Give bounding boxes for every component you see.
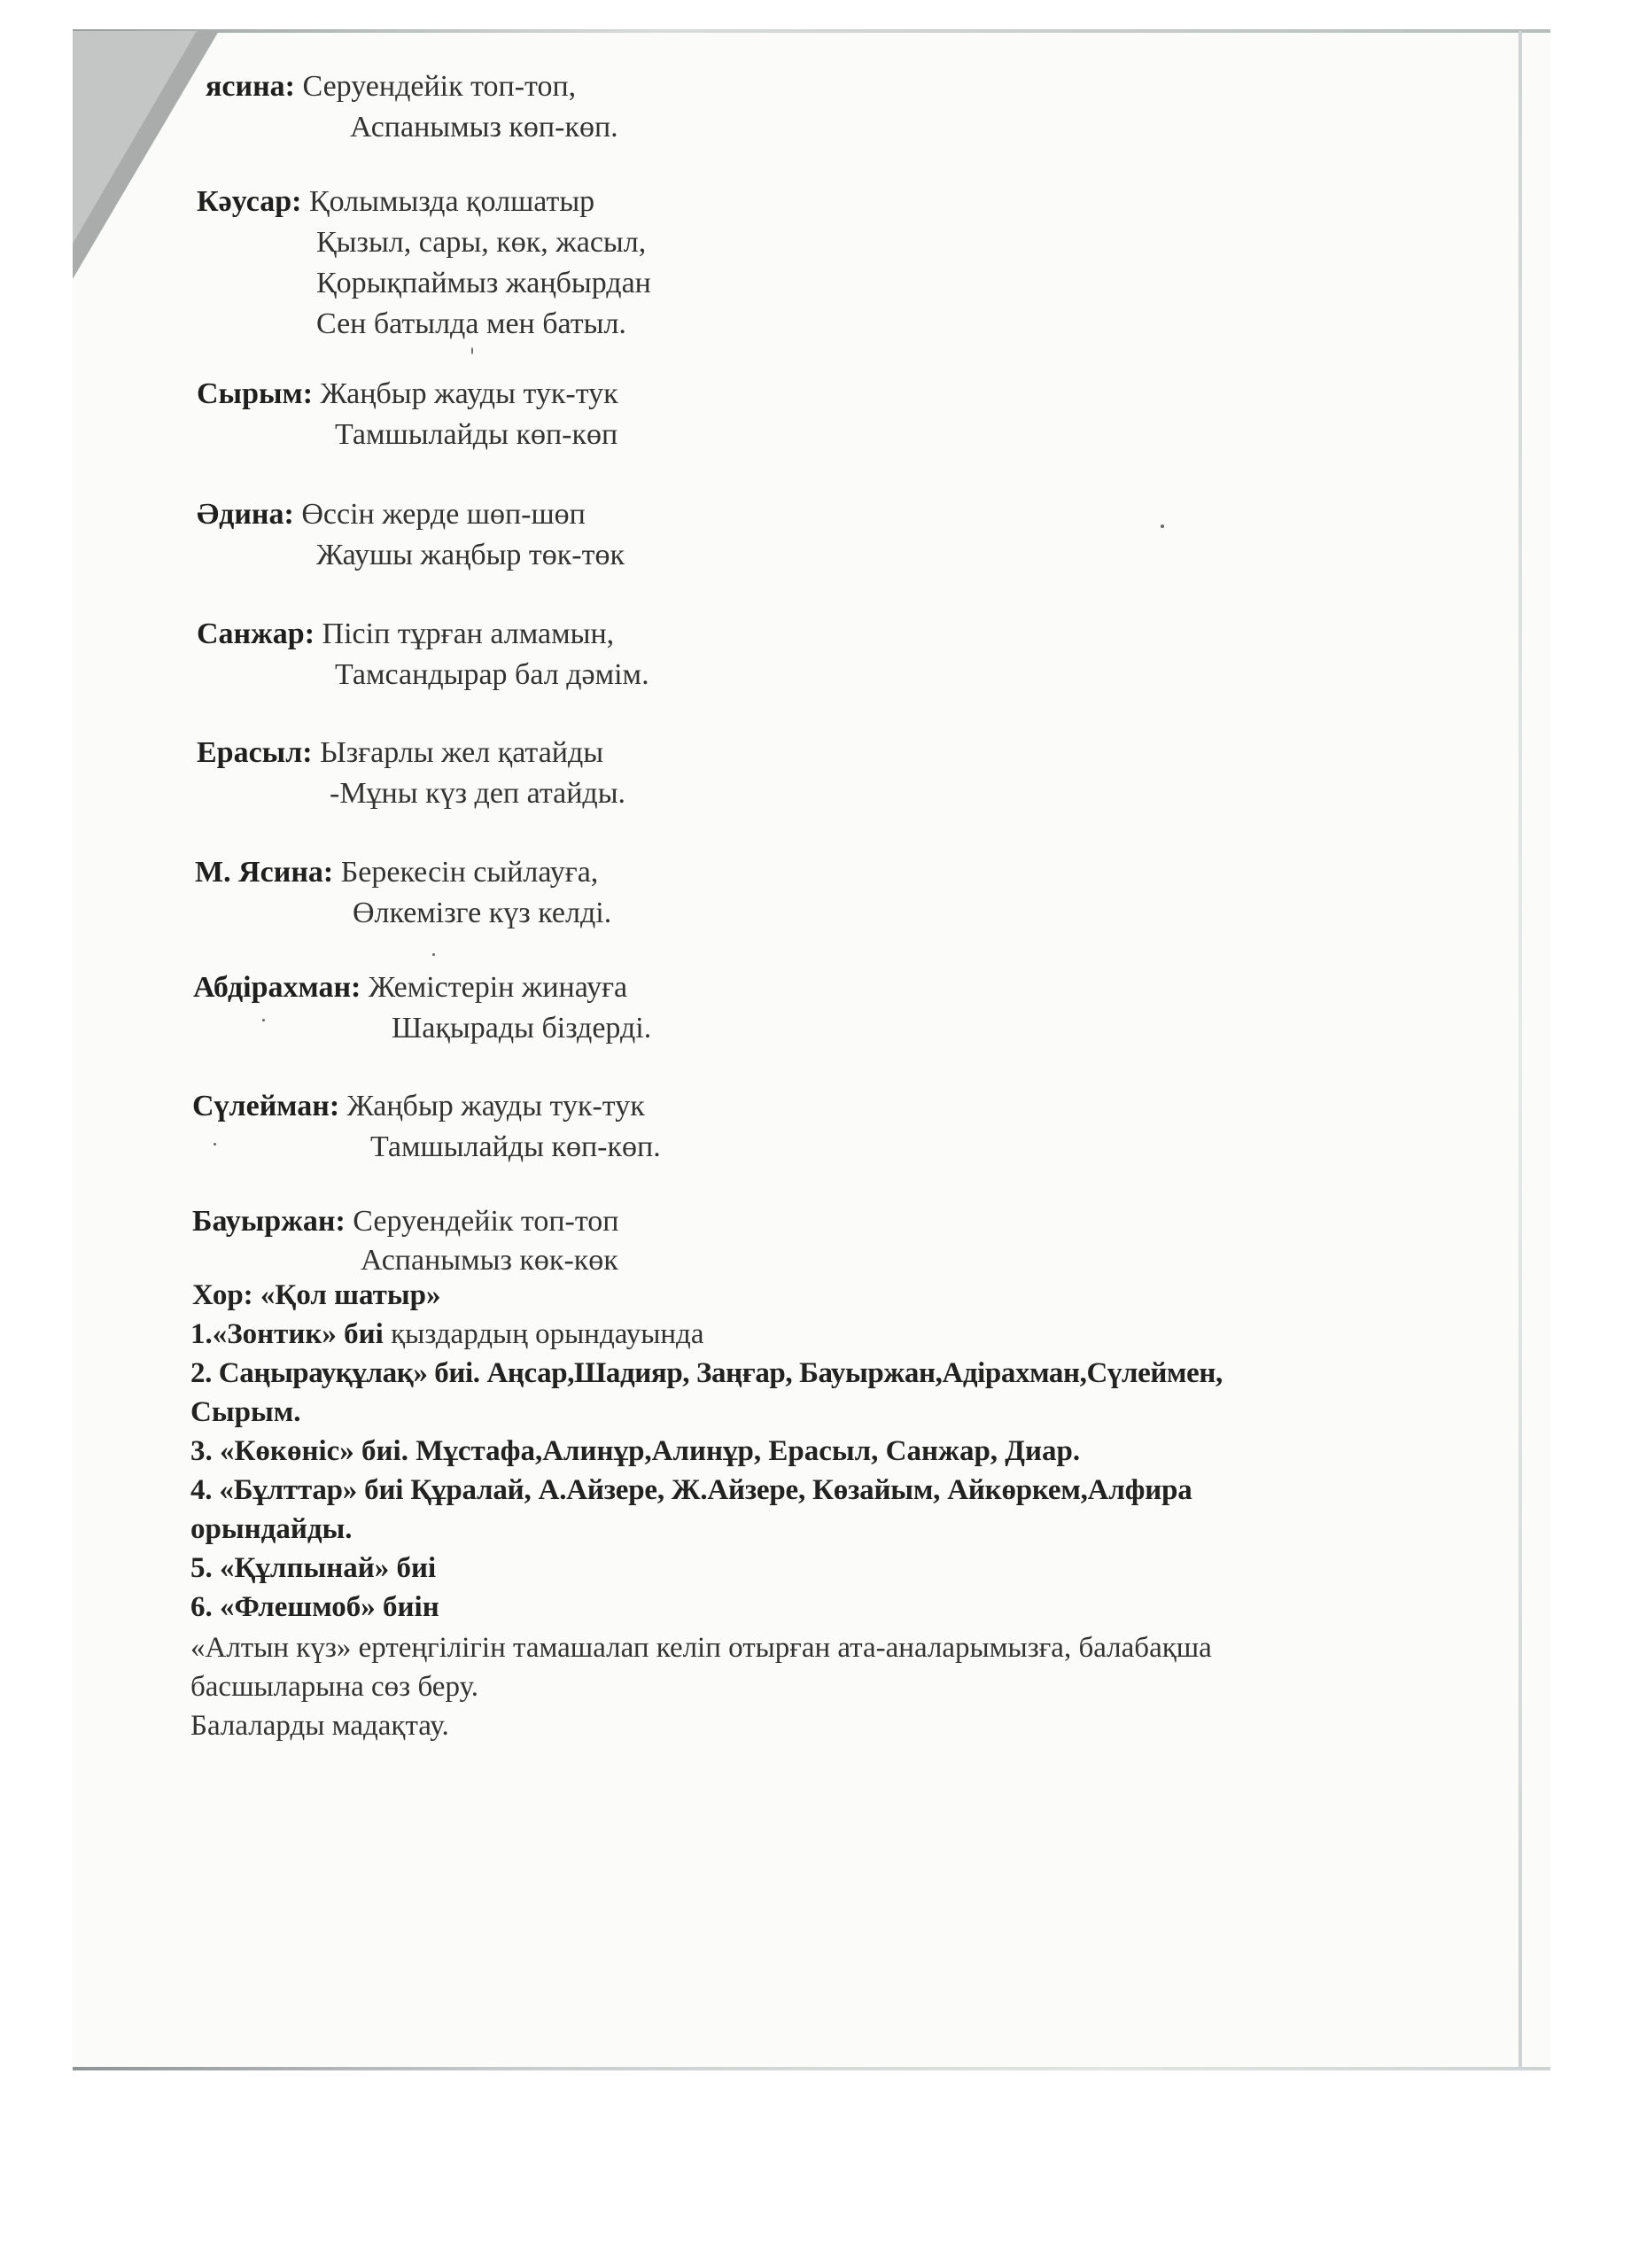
program-item-4-continued: орындайды. [190,1513,353,1545]
speaker-name: Сүлейман: [192,1090,340,1122]
choir-heading: Хор: «Қол шатыр» [192,1279,441,1311]
program-item-5: 5. «Құлпынай» биі [190,1552,437,1584]
page-edge-bottom [73,2067,1550,2070]
program-item-6: 6. «Флешмоб» биін [190,1591,439,1623]
verse-line-block [370,1127,661,1168]
scanned-page [73,31,1550,2069]
program-item-1-text: қыздардың орындауында [383,1318,704,1350]
speaker-name: Бауыржан: [192,1205,346,1238]
scan-speck [1161,524,1164,528]
verse-block [192,1201,618,1242]
verse-block [197,182,594,222]
program-item-2: 2. Саңырауқұлақ» биі. Аңсар,Шадияр, Заңғар, Бауыржан,Адірахман,Сүлеймен, [190,1357,1223,1389]
verse-line: Серуендейік топ-топ, [302,70,577,103]
speaker-name: Санжар: [197,617,315,650]
verse-line: Қолымызда қолшатыр [308,185,595,218]
program-item-3: 3. «Көкөніс» биі. Мұстафа,Алинұр,Алинұр, Ерасыл, Санжар, Диар. [190,1435,1081,1467]
verse-line-block [335,655,649,695]
verse-line: Шақырады біздерді. [392,1012,652,1045]
closing-text-line-1: «Алтын күз» ертеңгілігін тамашалап келіп отырған ата-аналарымызға, балабақша [190,1632,1212,1664]
closing-text-line-3: Балаларды мадақтау. [190,1710,449,1742]
verse-block [195,852,598,893]
verse-line: -Мұны күз деп атайды. [330,777,626,810]
verse-block [193,967,627,1008]
verse-block [206,66,576,107]
verse-line-block [392,1008,651,1049]
verse-line: Серуендейік топ-топ [353,1205,619,1238]
speaker-name: ясина: [206,70,295,103]
verse-line: Өлкемізге күз келді. [353,897,612,929]
program-item-1-title: 1.«Зонтик» биі [190,1318,384,1350]
program-item-2-continued: Сырым. [190,1396,301,1428]
program-item-1 [190,1315,704,1354]
verse-line: Тамшылайды көп-көп. [370,1130,661,1163]
page-edge-top [73,29,1550,33]
verse-lines [316,222,651,345]
folded-corner-inner [73,31,197,244]
verse-block [197,374,618,415]
verse-block [197,494,586,535]
verse-line: Сен батылда мен батыл. [316,307,626,340]
closing-text-line-2: басшыларына сөз беру. [190,1671,478,1703]
verse-line: Тамсандырар бал дәмім. [335,658,649,691]
speaker-name: Кәусар: [197,185,302,218]
scan-speck [432,953,435,956]
verse-line: Қызыл, сары, көк, жасыл, [316,226,647,259]
verse-line: Өссін жерде шөп-шөп [301,498,586,531]
verse-line: Берекесін сыйлауға, [340,856,599,889]
verse-line: Тамшылайды көп-көп [335,418,618,451]
verse-line: Жаушы жаңбыр төк-төк [316,539,625,571]
verse-line-block [353,893,611,934]
verse-line-block [350,107,618,148]
speaker-name: Ерасыл: [197,736,313,769]
verse-line: Аспанымыз көк-көк [361,1244,618,1277]
page-edge-right [1518,31,1522,2069]
verse-line: Пісіп тұрған алмамын, [322,617,615,650]
verse-line-block [330,773,625,814]
verse-line: Жемістерін жинауға [368,971,628,1004]
verse-line: Жаңбыр жауды тук-тук [320,377,618,410]
verse-line: Аспанымыз көп-көп. [350,111,618,144]
verse-line-block [316,535,625,576]
verse-block [192,1086,645,1127]
scan-speck [262,1019,265,1021]
scan-speck [471,347,473,354]
verse-line: Жаңбыр жауды тук-тук [346,1090,645,1122]
speaker-name: Сырым: [197,377,314,410]
speaker-name: М. Ясина: [195,856,334,889]
verse-line: Қорықпаймыз жаңбырдан [316,267,651,299]
verse-block [197,733,603,773]
program-item-4: 4. «Бұлттар» биі Құралай, А.Айзере, Ж.Айзере, Көзайым, Айкөркем,Алфира [190,1474,1192,1506]
speaker-name: Әдина: [197,498,294,531]
verse-line: Ызғарлы жел қатайды [320,736,604,769]
scan-speck [214,1143,216,1146]
verse-block [197,614,614,655]
verse-line-block [335,415,617,455]
speaker-name: Абдірахман: [193,971,361,1004]
